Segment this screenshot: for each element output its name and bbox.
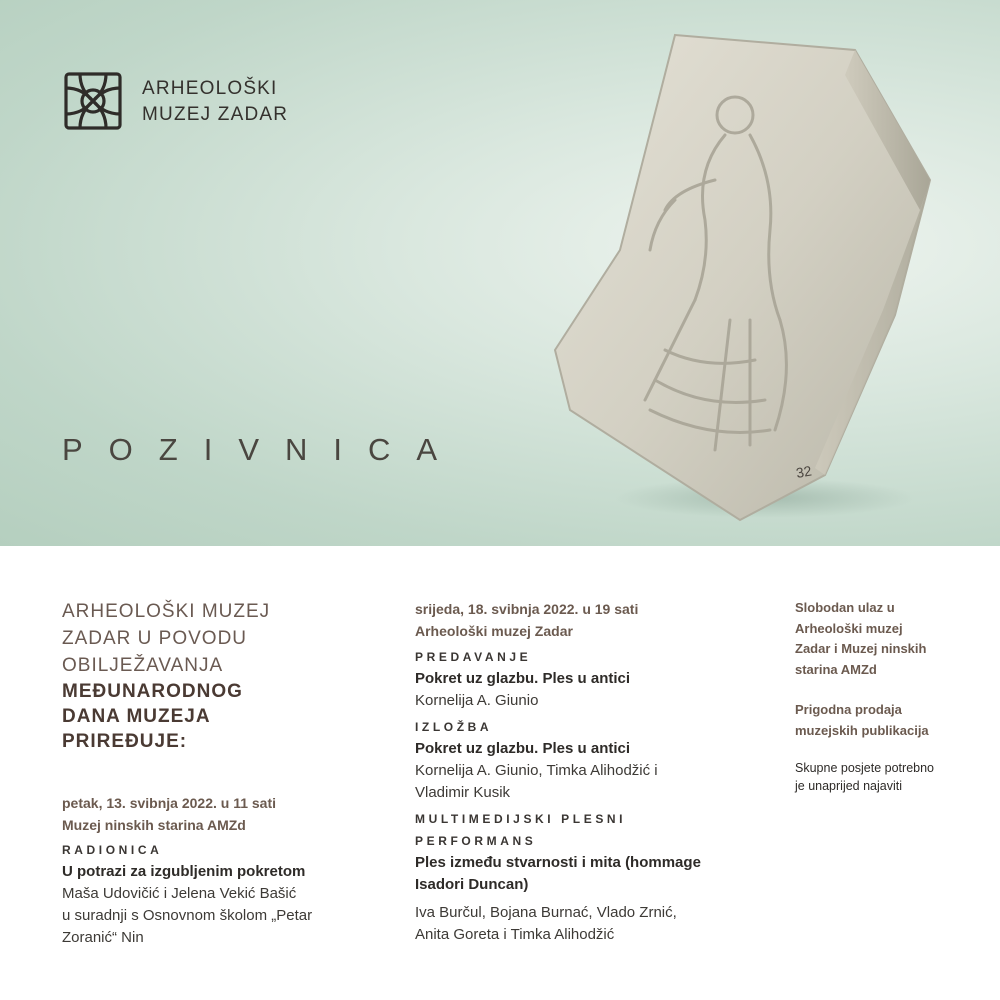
- event2-venue: Arheološki muzej Zadar: [415, 623, 573, 639]
- free-entry-note: starina AMZd: [795, 661, 877, 677]
- notes-column: [795, 598, 965, 795]
- museum-name: [142, 76, 288, 128]
- invitation-title: POZIVNICA: [62, 432, 464, 467]
- performance-category: MULTIMEDIJSKI PLESNI: [415, 812, 627, 826]
- svg-text:32: 32: [794, 462, 813, 481]
- celtic-knot-icon: [62, 70, 124, 132]
- event1-category: RADIONICA: [62, 843, 163, 857]
- intro-column: [62, 598, 362, 949]
- intro-bold-line: MEĐUNARODNOG: [62, 681, 243, 702]
- event1-venue: Muzej ninskih starina AMZd: [62, 817, 246, 833]
- lecture-title: Pokret uz glazbu. Ples u antici: [415, 670, 631, 687]
- free-entry-note: Slobodan ulaz u: [795, 600, 895, 615]
- sale-note: Prigodna prodaja: [795, 702, 902, 717]
- event1-text: Zoranić“ Nin: [62, 929, 144, 946]
- museum-name-line2: MUZEJ ZADAR: [142, 104, 289, 125]
- intro-bold-line: PRIREĐUJE:: [62, 731, 188, 752]
- exhibition-title: Pokret uz glazbu. Ples u antici: [415, 740, 631, 757]
- sale-note: muzejskih publikacija: [795, 722, 929, 738]
- exhibition-category: IZLOŽBA: [415, 720, 493, 734]
- event1-title: U potrazi za izgubljenim pokretom: [62, 863, 306, 880]
- intro-line: ZADAR U POVODU: [62, 628, 248, 649]
- event1-text: Maša Udovičić i Jelena Vekić Bašić: [62, 885, 297, 902]
- stone-relief-image: [525, 20, 955, 530]
- group-visit-note: je unaprijed najaviti: [795, 779, 903, 793]
- lecture-author: Kornelija A. Giunio: [415, 692, 539, 709]
- intro-bold-line: DANA MUZEJA: [62, 706, 211, 727]
- event2-date: srijeda, 18. svibnja 2022. u 19 sati: [415, 601, 639, 617]
- event1-text: u suradnji s Osnovnom školom „Petar: [62, 907, 313, 924]
- performance-category: PERFORMANS: [415, 834, 537, 848]
- exhibition-author: Vladimir Kusik: [415, 784, 511, 801]
- intro-line: OBILJEŽAVANJA: [62, 655, 224, 676]
- museum-name-line1: ARHEOLOŠKI: [142, 78, 278, 99]
- exhibition-author: Kornelija A. Giunio, Timka Alihodžić i: [415, 762, 658, 779]
- performance-title: Ples između stvarnosti i mita (hommage: [415, 854, 701, 871]
- event2-column: [415, 598, 745, 946]
- free-entry-note: Zadar i Muzej ninskih: [795, 641, 927, 656]
- lecture-category: PREDAVANJE: [415, 650, 532, 664]
- group-visit-note: Skupne posjete potrebno: [795, 761, 934, 775]
- event1-date: petak, 13. svibnja 2022. u 11 sati: [62, 795, 277, 811]
- performance-title: Isadori Duncan): [415, 876, 529, 893]
- free-entry-note: Arheološki muzej: [795, 620, 903, 636]
- intro-line: ARHEOLOŠKI MUZEJ: [62, 601, 271, 622]
- performance-author: Anita Goreta i Timka Alihodžić: [415, 926, 615, 943]
- performance-author: Iva Burčul, Bojana Burnać, Vlado Zrnić,: [415, 904, 677, 921]
